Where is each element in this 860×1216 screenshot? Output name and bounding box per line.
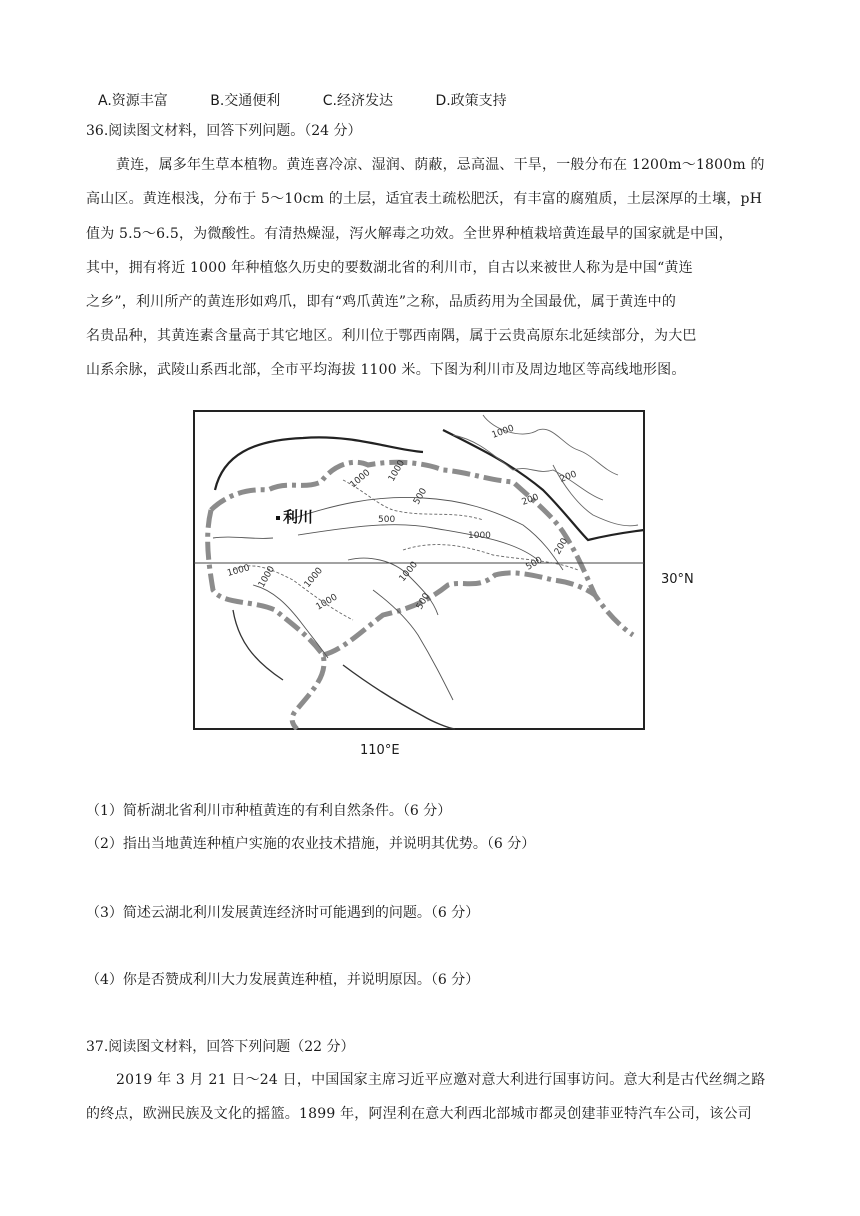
subquestion: （4）你是否赞成利川大力发展黄连种植，并说明原因。（6 分） [86, 972, 480, 988]
contour-label: 1000 [386, 458, 408, 484]
subquestion: （1）简析湖北省利川市种植黄连的有利自然条件。（6 分） [86, 803, 452, 819]
option-b: B.交通便利 [210, 93, 281, 109]
subquestion: （3）简述云湖北利川发展黄连经济时可能遇到的问题。（6 分） [86, 905, 480, 921]
contour-label: 1000 [348, 467, 373, 491]
passage-line: 之乡”，利川所产的黄连形如鸡爪，即有“鸡爪黄连”之称，品质药用为全国最优，属于黄连中的 [86, 294, 677, 310]
contour-label: 500 [411, 486, 430, 507]
passage-line: 值为 5.5～6.5，为微酸性。有清热燥湿，泻火解毒之功效。全世界种植栽培黄连最早的国家就是中国， [86, 226, 733, 242]
contour-label: 1000 [302, 565, 326, 590]
subquestion: （2）指出当地黄连种植户实施的农业技术措施，并说明其优势。（6 分） [86, 836, 536, 852]
contour-map-figure [193, 410, 645, 730]
passage-line: 黄连，属多年生草本植物。黄连喜冷凉、湿润、荫蔽，忌高温、干旱，一般分布在 1200m～1800m 的 [116, 157, 765, 173]
contour-label: 1000 [314, 592, 340, 613]
contour-label: 500 [524, 555, 545, 573]
contour-label: 1000 [468, 531, 491, 541]
contour-label: 200 [552, 536, 571, 557]
passage-line: 名贵品种，其黄连素含量高于其它地区。利川位于鄂西南隅，属于云贵高原东北延续部分，为大巴 [86, 328, 697, 344]
question-37-heading: 37.阅读图文材料，回答下列问题（22 分） [86, 1039, 355, 1055]
city-label: 利川 [283, 508, 314, 526]
contour-map [193, 410, 645, 730]
contour-label: 1000 [256, 564, 278, 590]
question-36-heading: 36.阅读图文材料，回答下列问题。（24 分） [86, 123, 362, 139]
answer-options [98, 90, 545, 110]
passage-line: 高山区。黄连根浅，分布于 5～10cm 的土层，适宜表土疏松肥沃，有丰富的腐殖质，土层深厚的土壤，pH [86, 191, 763, 207]
contour-label: 1000 [490, 423, 516, 441]
contour-label: 500 [414, 591, 433, 612]
contour-label: 1000 [226, 563, 251, 579]
contour-label: 200 [558, 469, 579, 485]
contour-label: 200 [520, 492, 541, 508]
option-c: C.经济发达 [322, 93, 393, 109]
option-d: D.政策支持 [435, 93, 507, 109]
map-frame [194, 411, 644, 729]
passage-line: 2019 年 3 月 21 日～24 日，中国国家主席习近平应邀对意大利进行国事访问。意大利是古代丝绸之路 [116, 1072, 766, 1088]
city-marker [276, 516, 280, 520]
option-a: A.资源丰富 [98, 93, 168, 109]
contour-label: 1000 [397, 559, 421, 584]
contour-label: 500 [378, 515, 396, 525]
passage-line: 其中，拥有将近 1000 年种植悠久历史的要数湖北省的利川市，自古以来被世人称为是中国“黄连 [86, 260, 693, 276]
latitude-label: 30°N [661, 572, 694, 587]
passage-line: 山系余脉，武陵山系西北部，全市平均海拔 1100 米。下图为利川市及周边地区等高线地形图。 [86, 362, 686, 378]
passage-line: 的终点，欧洲民族及文化的摇篮。1899 年，阿涅利在意大利西北部城市都灵创建菲亚特汽车公司，该公司 [86, 1106, 752, 1122]
longitude-label: 110°E [360, 743, 400, 758]
